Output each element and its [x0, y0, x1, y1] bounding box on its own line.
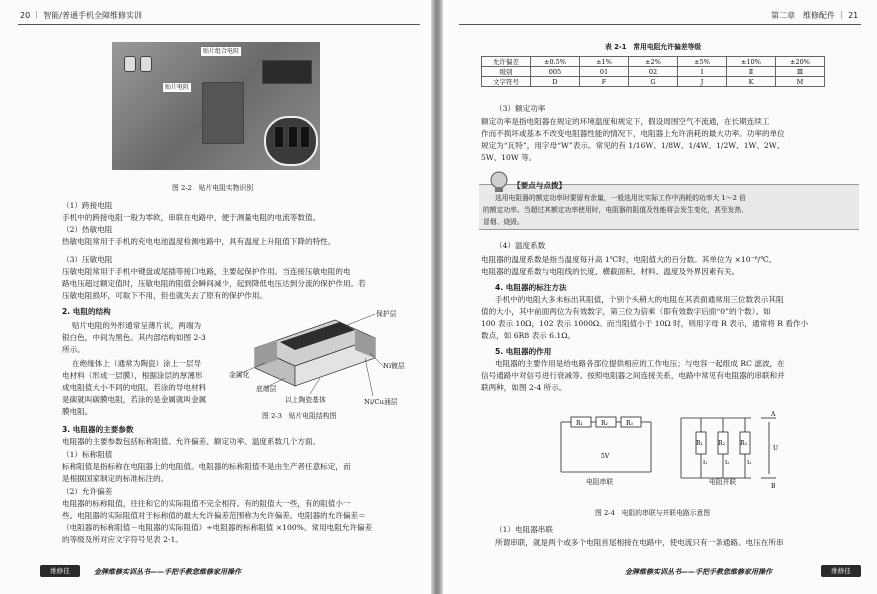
label-nicu: Ni/Cu涌层: [364, 398, 398, 406]
text-line: 5W、10W 等。: [481, 153, 537, 162]
parallel-r-label: R₂: [718, 440, 725, 447]
right-header-rule: [459, 24, 861, 25]
text-line: 是碳就叫碳膜电阻，若涂的是金属就叫金属: [62, 395, 207, 404]
right-footer-text: 金牌维修实训丛书——手把手教您维修家用操作: [625, 568, 772, 576]
fig23-caption: 图 2-3 贴片电阻结构图: [262, 412, 337, 420]
text-line: 成电阻值大小不同的电阻。若涂的导电材料: [62, 383, 207, 392]
text-line: 额定功率是指电阻器在规定的环境温度和规定下，假设周围空气不流通，在长期连续工: [481, 117, 770, 126]
text-line: 热敏电阻常用于手机的充电电池温度检测电路中，具有温度上升阻值下降的特性。: [62, 237, 336, 246]
text-line: 标称阻值是指标称在电阻器上的电阻值。电阻器的标称阻值不是由生产者任意标定，而: [62, 462, 351, 471]
section4-title: 4. 电阻器的标注方法: [495, 283, 567, 292]
table-cell: K: [727, 77, 776, 87]
combo-resistor-label: 贴片组合电阻: [200, 46, 242, 57]
table-cell: ±5%: [678, 57, 727, 67]
left-page: [0, 0, 431, 594]
label-base: 底端层: [256, 385, 277, 393]
table-cell: ±2%: [629, 57, 678, 67]
table-cell: J: [678, 77, 727, 87]
text-line: 的等级及所对应文字符号见表 2-1。: [62, 535, 183, 544]
text-line: 规定为“瓦特”，用字母“W”表示。常见的有 1/16W、1/8W、1/4W、1/2W、1W、2W、: [481, 141, 785, 150]
book-gutter: [431, 0, 443, 594]
series-r-label: R₁: [576, 420, 583, 427]
label-ni: Ni镀层: [383, 362, 405, 370]
section2-title: 2. 电阻的结构: [62, 307, 111, 316]
left-book-title: 智能/普通手机全障维修实训: [43, 11, 142, 20]
table-row: [482, 57, 825, 67]
series-r-label: R₂: [601, 420, 608, 427]
label-protect-layer: 保护层: [376, 310, 397, 318]
left-footer-logo: 维修佳: [40, 565, 80, 577]
table-cell: ±0.5%: [531, 57, 580, 67]
fig22-caption: 图 2-2 贴片电阻实物识别: [172, 184, 254, 192]
current-label: I₁: [703, 460, 708, 466]
parallel-label: 电阻并联: [709, 478, 737, 486]
text-line: 手机中的跨接电阻一般为零欧，串联在电路中，便于测量电阻的电流等数值。: [62, 213, 321, 222]
table-title: 表 2-1 常用电阻允许偏差等级: [605, 43, 702, 51]
text-line: 联两种，如图 2-4 所示。: [481, 383, 567, 392]
parallel-r-label: R₃: [740, 440, 747, 447]
text-line: 手机中的电阻大多未标出其阻值，个别个头稍大的电阻在其表面通常用三位数表示其阻: [495, 295, 784, 304]
fig24-caption: 图 2-4 电阻的串联与并联电路示意图: [595, 509, 711, 517]
current-label: I₂: [725, 460, 730, 466]
right-page-number: 21: [848, 11, 859, 20]
right-header: 第二章 维修配件 ｜ 21: [771, 11, 859, 20]
text-line: 作而不损坏或基本不改变电阻器性能的情况下，电阻器上允许消耗的最大功率。功率的单位: [481, 129, 785, 138]
table-cell: M: [776, 77, 825, 87]
table-cell: D: [531, 77, 580, 87]
single-resistor-label: 贴片电阻: [162, 82, 192, 93]
table-cell: 级别: [482, 67, 531, 77]
text-line: （1）跨接电阻: [62, 201, 113, 210]
text-line: （2）热敏电阻: [62, 225, 113, 234]
text-line: 压敏电阻常用于手机中键盘或尾插等接口电路，主要起保护作用。当连接压敏电阻的电: [62, 267, 351, 276]
left-header: 20 ｜ 智能/普通手机全障维修实训: [20, 11, 142, 20]
current-label: I₃: [747, 460, 752, 466]
text-line: 所示。: [62, 345, 85, 354]
text-line: 路电压超过额定值时，压敏电阻的阻值会瞬间减少，起到降低电压达到分流的保护作用。若: [62, 279, 366, 288]
table-cell: Ⅰ: [678, 67, 727, 77]
table-cell: 允许偏差: [482, 57, 531, 67]
table-row: [482, 67, 825, 77]
text-line: 电阻器的主要参数包括标称阻值、允许偏差、额定功率、温度系数几个方面。: [62, 437, 321, 446]
section5-title: 5. 电阻器的作用: [495, 347, 552, 356]
text-line: 电材料（形成一层膜），根据涂层的厚薄形: [62, 371, 203, 380]
section3-title: 3. 电阻器的主要参数: [62, 425, 134, 434]
tip-line: 冒烟、烧毁。: [483, 218, 524, 226]
table-cell: ±10%: [727, 57, 776, 67]
smd-resistor-photo: [112, 42, 320, 170]
text-line: 值的大小，其中前面两位为有效数字，第三位为倍乘（即有效数字后面“0”的个数）。如: [481, 307, 771, 316]
series-r-label: R₃: [626, 420, 633, 427]
label-alumina: 以上陶瓷基体: [285, 396, 326, 404]
table-cell: Ⅲ: [776, 67, 825, 77]
text-line: （电阻器的标称阻值－电阻器的实际阻值）÷电阻器的标称阻值 ×100%。常用电阻允许偏差: [62, 523, 373, 532]
text-line: 电阻器的温度系数是指当温度每升高 1℃时，电阻值大的百分数。其单位为 ×10⁻⁶/℃。: [481, 255, 777, 264]
table-cell: 01: [580, 67, 629, 77]
node-b-label: B: [771, 483, 776, 490]
text-line: 是根据国家制定的标准标注的。: [62, 474, 169, 483]
left-page-number: 20: [20, 11, 31, 20]
text-line: 100 表示 10Ω，102 表示 1000Ω。而当阻值小于 10Ω 时，则用字母 R 表示，通常将 R 看作小: [481, 319, 809, 328]
text-line: 电阻器的温度系数与电阻线的长度、横截面积、材料、温度及外界因素有关。: [481, 267, 740, 276]
text-line: （3）额定功率: [495, 104, 546, 113]
table-row: [482, 77, 825, 87]
series-label: 电阻串联: [586, 478, 614, 486]
tip-title: 【要点与点拨】: [513, 181, 567, 190]
table-cell: 02: [629, 67, 678, 77]
table-cell: 文字符号: [482, 77, 531, 87]
text-line: 在绝缘体上（通常为陶瓷）涂上一层导: [72, 359, 202, 368]
text-line: 膜电阻。: [62, 407, 93, 416]
left-header-rule: [18, 24, 420, 25]
text-line: 电阻器的主要作用是给电路各部位提供相应的工作电压；与电容一起组成 RC 滤波，在: [495, 359, 785, 368]
left-footer-text: 金牌维修实训丛书——手把手教您维修家用操作: [94, 568, 241, 576]
table-cell: Ⅱ: [727, 67, 776, 77]
text-line: （3）压敏电阻: [62, 255, 113, 264]
text-line: 压敏电阻损坏，可取下不用，但也就失去了原有的保护作用。: [62, 291, 268, 300]
table-cell: ±1%: [580, 57, 629, 67]
table-cell: F: [580, 77, 629, 87]
right-chapter: 第二章 维修配件: [771, 11, 835, 20]
label-metal: 金属化: [229, 371, 250, 379]
text-line: 银白色，中间为黑色。其内部结构如图 2-3: [62, 333, 206, 342]
table-cell: 005: [531, 67, 580, 77]
node-a-label: A: [771, 411, 776, 418]
text-line: 贴片电阻的外形通常呈薄片状，两端为: [72, 321, 202, 330]
right-footer-logo: 维修佳: [821, 565, 861, 577]
text-line: 电阻器的标称阻值，往往和它的实际阻值不完全相符。有的阻值大一些，有的阻值小一: [62, 499, 351, 508]
text-line: （1）标称阻值: [62, 450, 113, 459]
text-line: 些。电阻器的实际阻值对于标称值的最大允许偏差范围称为允许偏差。电阻器的允许偏差＝: [62, 511, 366, 520]
table-cell: G: [629, 77, 678, 87]
right-page: [443, 0, 877, 594]
lightbulb-icon: [487, 170, 511, 194]
table-cell: ±20%: [776, 57, 825, 67]
text-line: 数点，如 6R8 表示 6.1Ω。: [481, 331, 576, 340]
tip-line: 的额定功率。当超过其额定功率使用时，电阻器的阻值及性能将会发生变化，甚至发热、: [483, 206, 749, 214]
parallel-r-label: R₁: [696, 440, 703, 447]
text-line: （1）电阻器串联: [495, 525, 553, 534]
voltage-label: 5V: [601, 453, 610, 460]
text-line: （4）温度系数: [495, 241, 546, 250]
text-line: （2）允许偏差: [62, 487, 113, 496]
text-line: 所谓串联，就是两个或多个电阻首尾相接在电路中，使电流只有一条通路。电压在所串: [495, 538, 784, 547]
tolerance-table: [481, 56, 825, 87]
voltage-u-label: U: [773, 445, 779, 452]
text-line: 信号通路中对信号进行衰减等。按照电阻器之间连接关系，电路中常见有电阻器的串联和并: [481, 371, 785, 380]
tip-line: 选用电阻器的额定功率时要留有余量，一般选用比实际工作中消耗的功率大 1～2 倍: [495, 194, 746, 202]
